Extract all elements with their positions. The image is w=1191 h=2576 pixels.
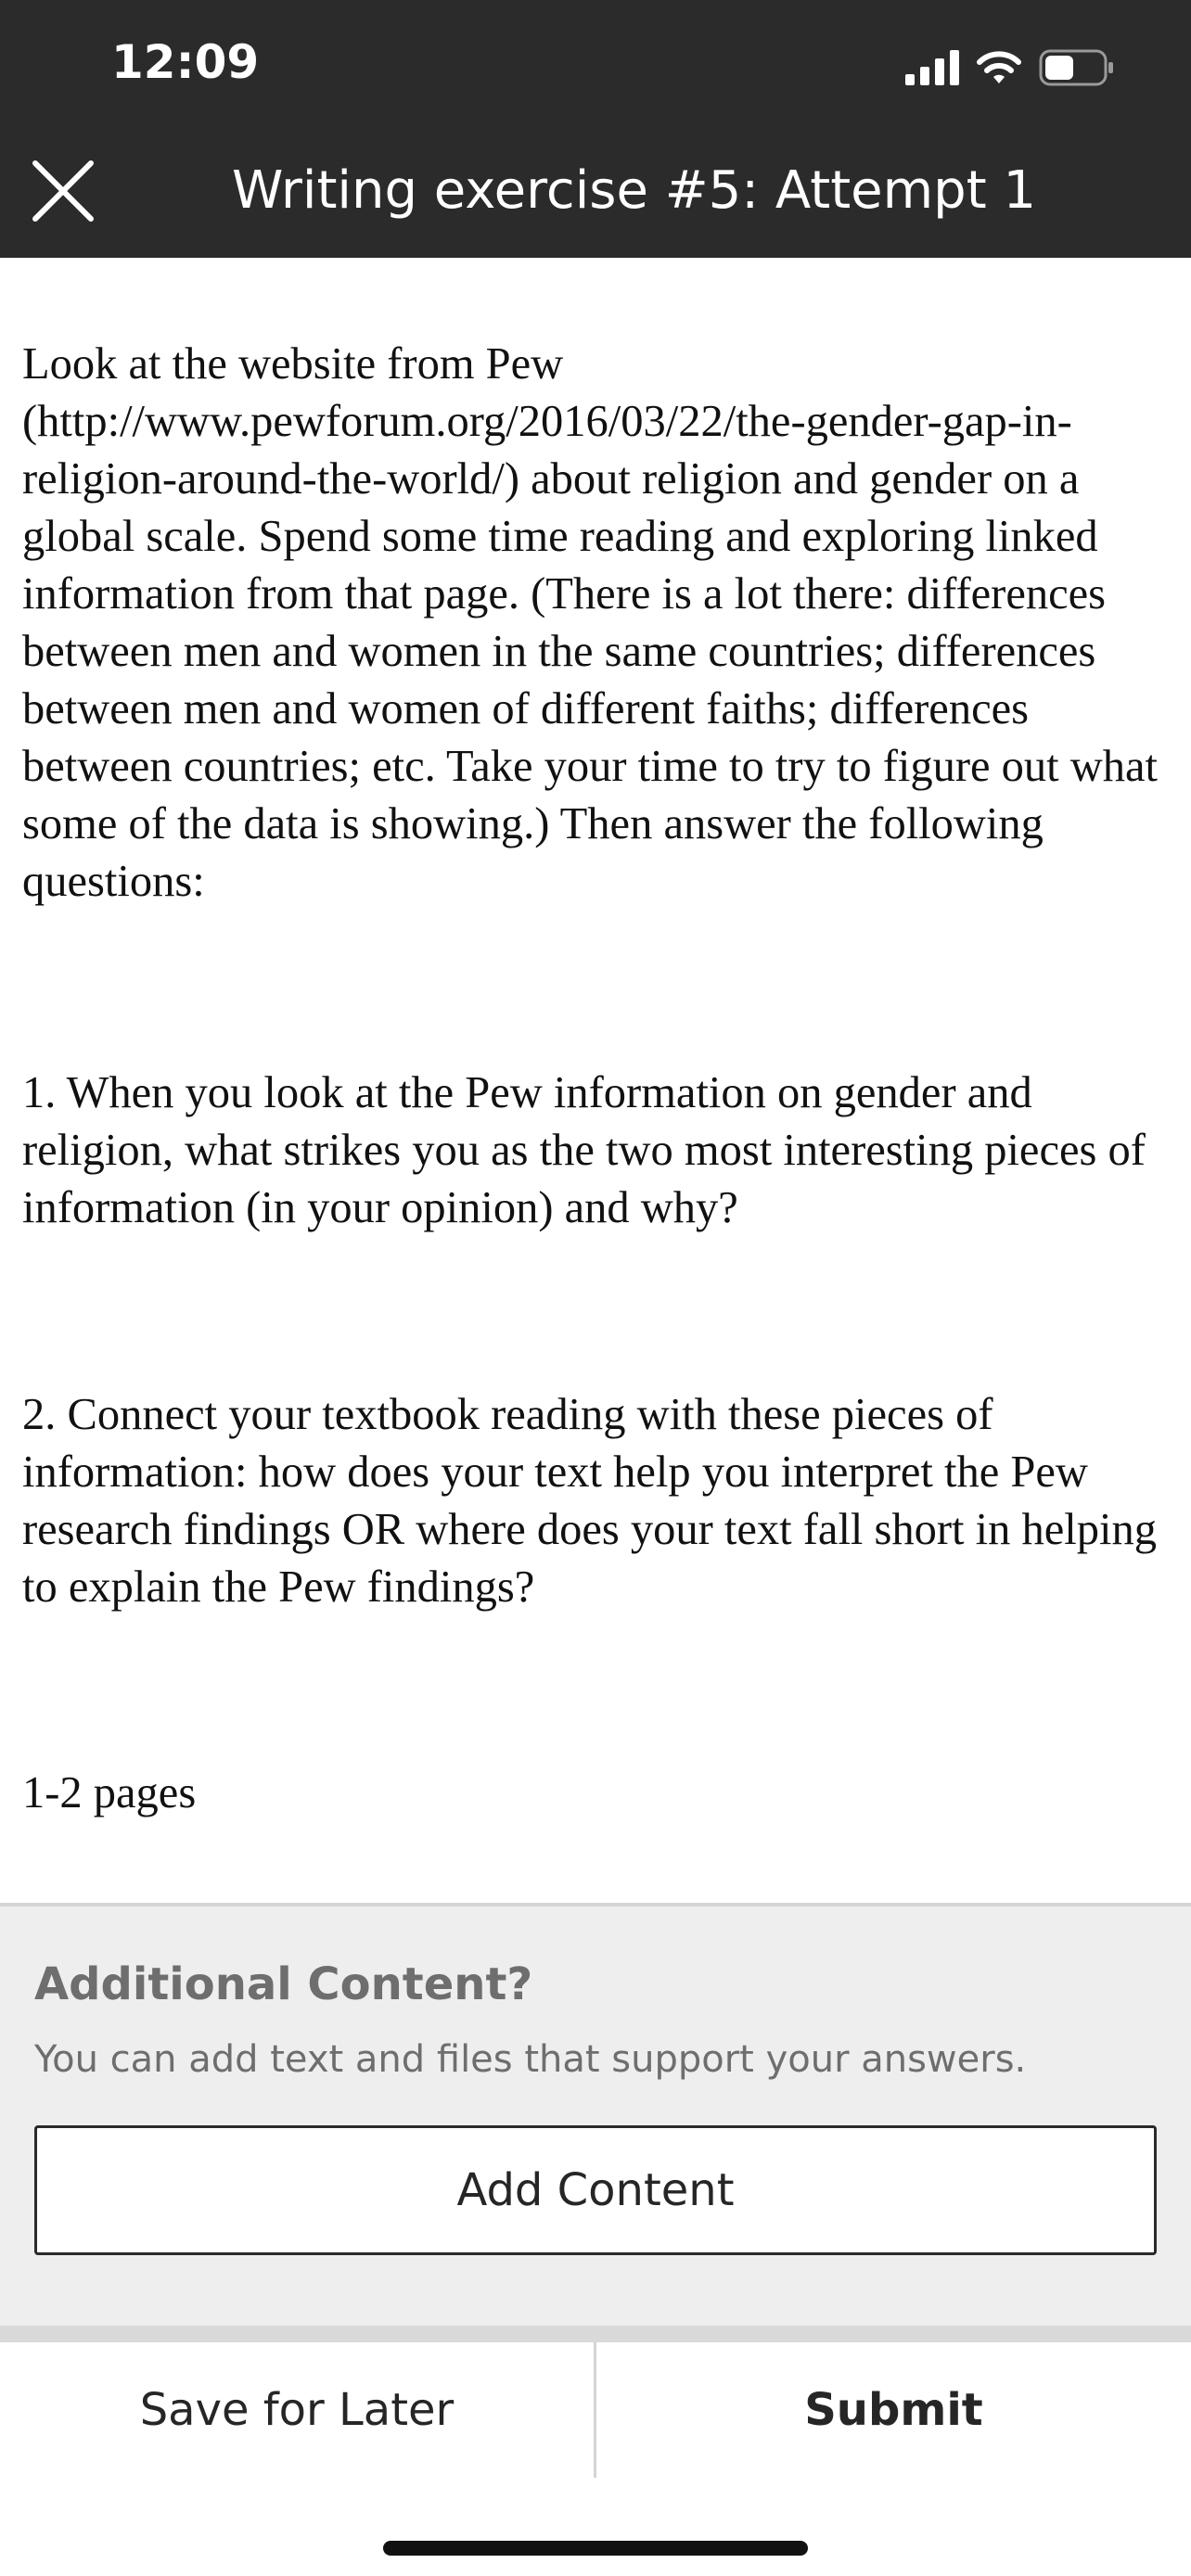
add-content-button[interactable]: Add Content	[34, 2125, 1157, 2255]
question-2: 2. Connect your textbook reading with these pieces of information: how does your text help you interpret the Pew research findings OR where does your text fall short in helping to explain the Pew findings?	[22, 1390, 1157, 1612]
status-time: 12:09	[111, 35, 260, 89]
app-header	[0, 0, 1191, 258]
close-button[interactable]	[28, 156, 98, 226]
status-icons	[905, 46, 1115, 89]
close-icon	[28, 156, 98, 226]
question-1: 1. When you look at the Pew information on gender and religion, what strikes you as the two most interesting pieces of information (in your opinion) and why?	[22, 1068, 1146, 1232]
submit-button[interactable]: Submit	[804, 2384, 983, 2436]
save-for-later-button[interactable]: Save for Later	[139, 2384, 455, 2436]
wifi-icon	[976, 50, 1022, 85]
length-requirement: 1-2 pages	[22, 1768, 197, 1817]
additional-content-description: You can add text and files that support your answers.	[34, 2038, 1027, 2081]
additional-content-panel	[0, 1903, 1191, 2342]
battery-icon	[1039, 49, 1115, 86]
additional-content-heading: Additional Content?	[34, 1958, 533, 2010]
instructions-intro: Look at the website from Pew (http://www.pewforum.org/2016/03/22/the-gender-gap-in-religion-around-the-world/) about religion and gender on a global scale. Spend some time reading and exploring linked information from that page. (There is a lot there: differences between men and women in the same countries; differences between men and women of different faiths; differences between countries; etc. Take your time to try to figure out what some of the data is showing.) Then answer the following questions:	[22, 339, 1159, 906]
footer-divider	[0, 2326, 1191, 2342]
page-title: Writing exercise #5: Attempt 1	[232, 160, 1037, 221]
home-indicator[interactable]	[383, 2541, 808, 2556]
cellular-signal-icon	[905, 50, 959, 85]
